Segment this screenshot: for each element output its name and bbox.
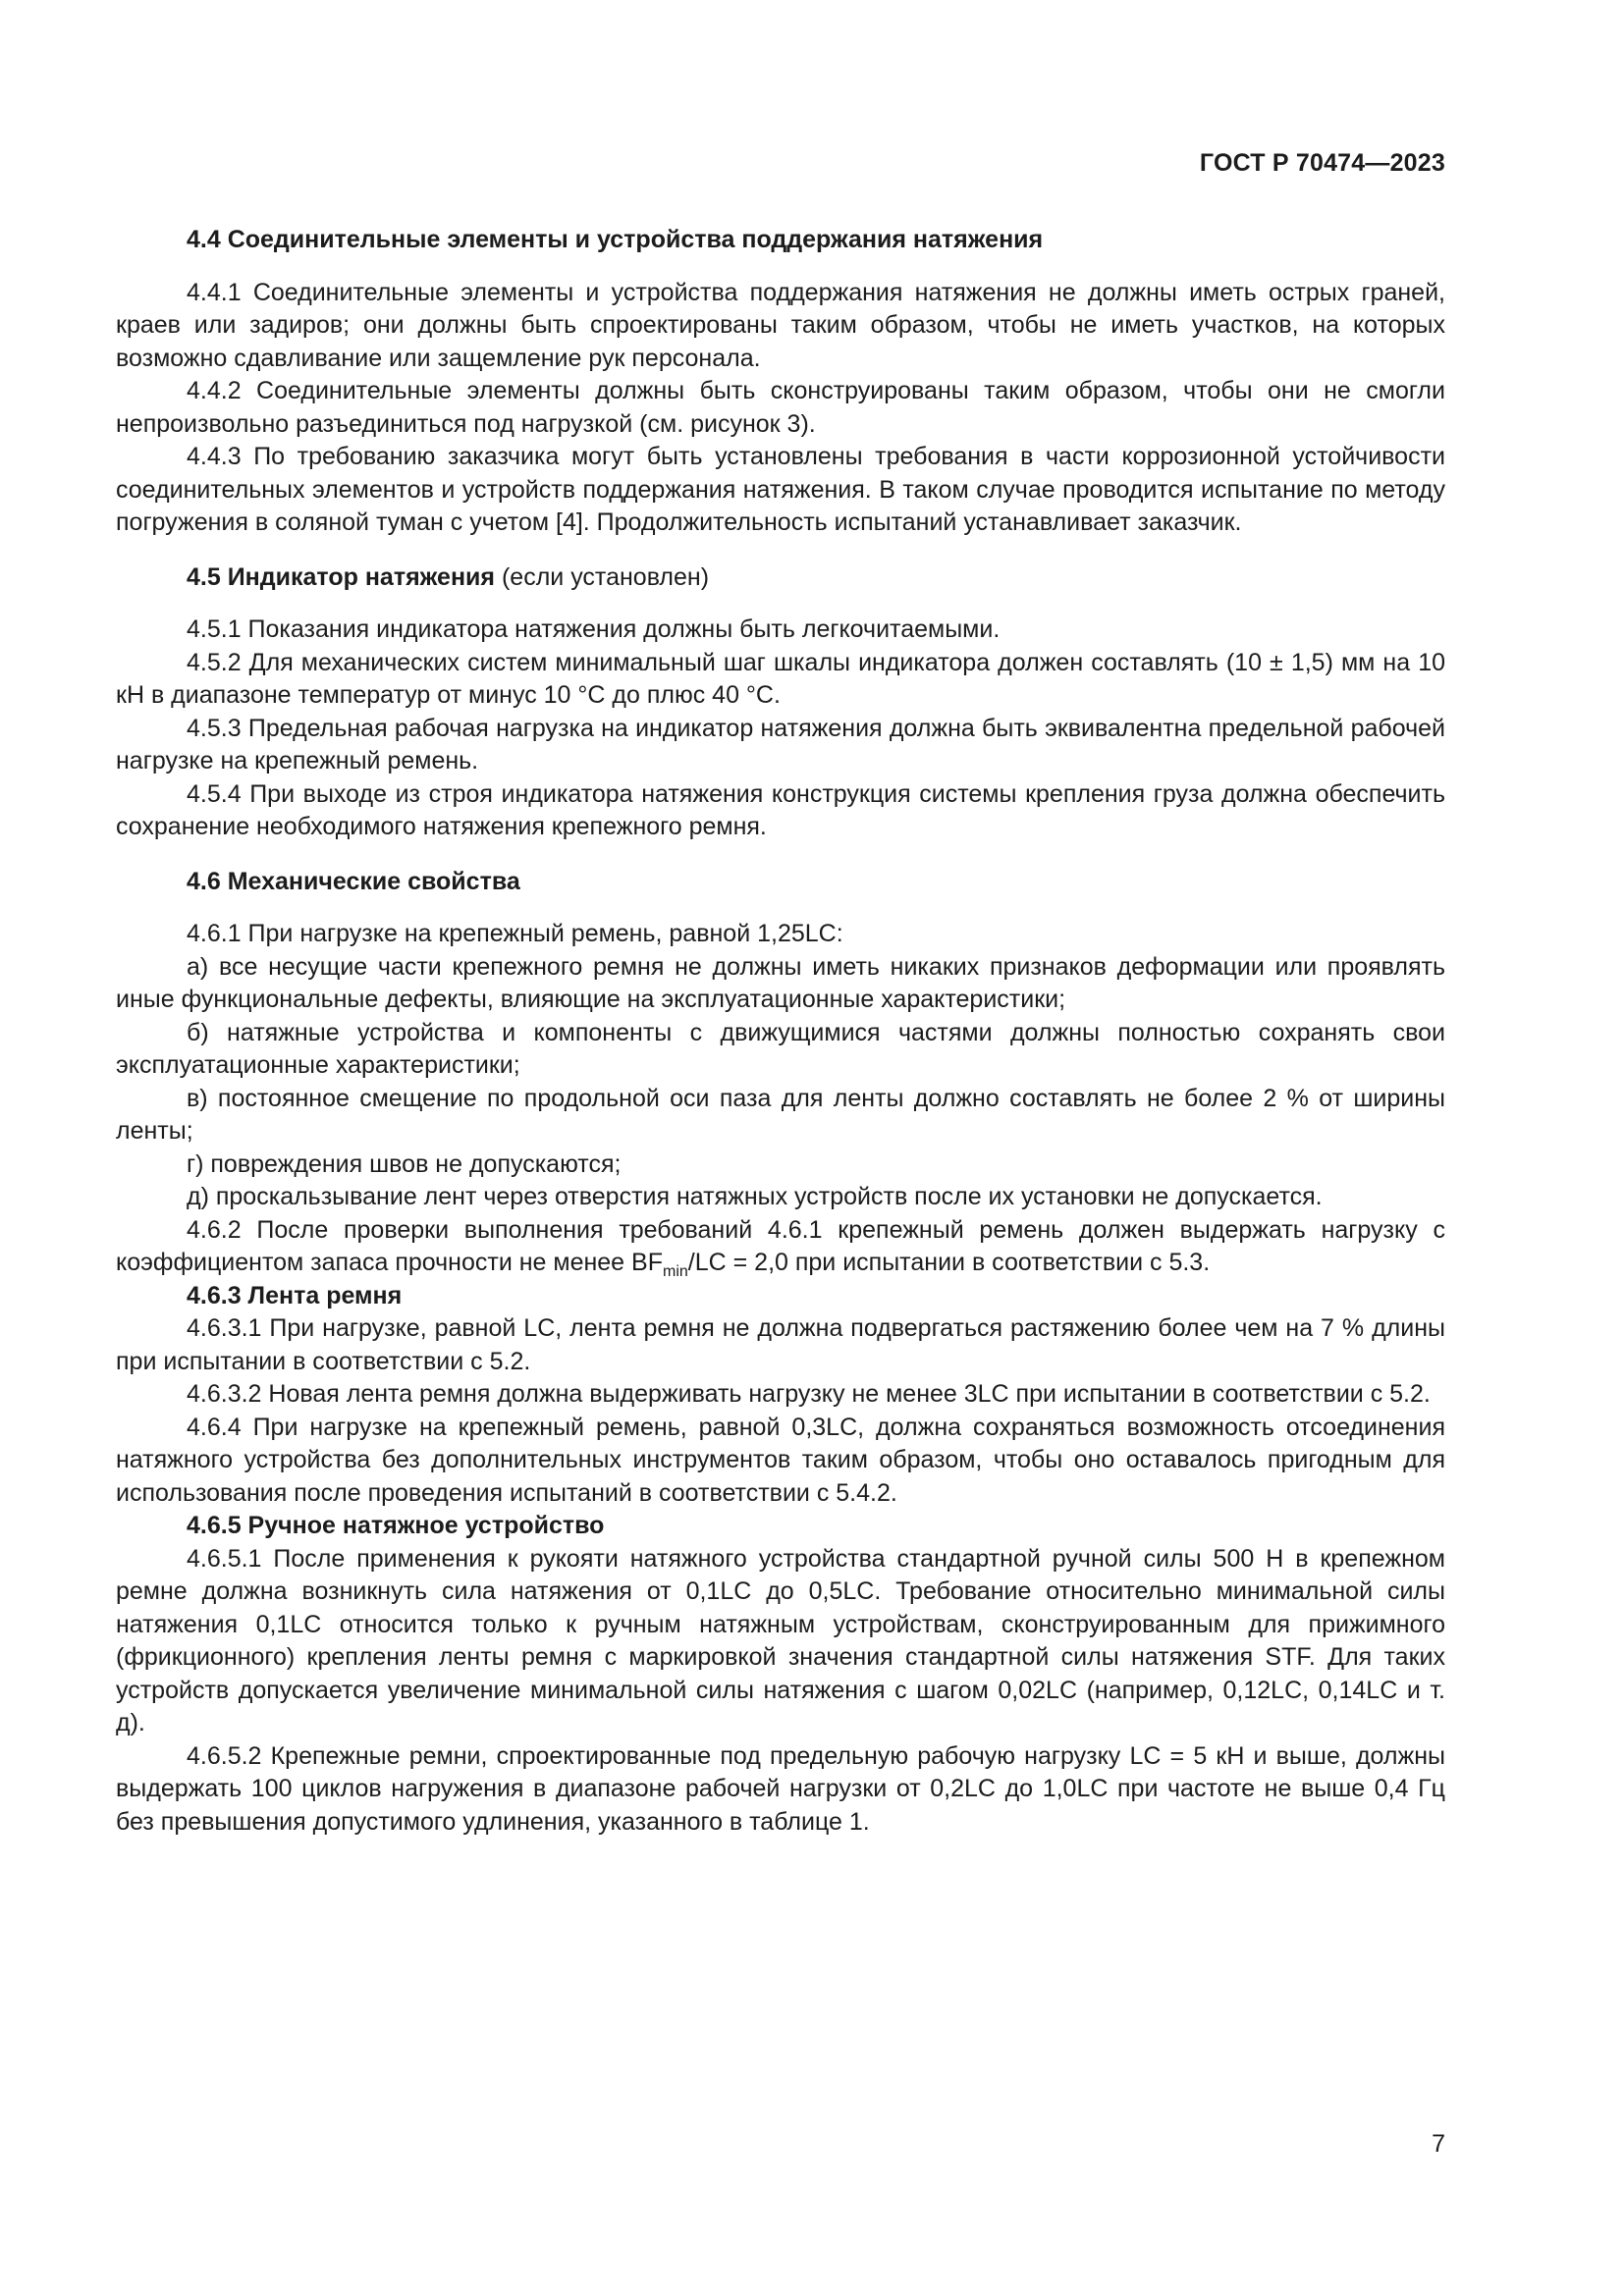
- paragraph-4-6-1: 4.6.1 При нагрузке на крепежный ремень, равной 1,25LC:: [187, 920, 843, 947]
- list-item-a: а) все несущие части крепежного ремня не должны иметь никаких признаков деформации или проявлять иные функциональные дефекты, влияющие на эксплуатационные характеристики;: [116, 952, 1445, 1013]
- document-id-header: ГОСТ Р 70474—2023: [1199, 149, 1445, 177]
- paragraph-4-6-3-1: 4.6.3.1 При нагрузке, равной LC, лента ремня не должна подвергаться растяжению более чем на 7 % длины при испытании в соответствии с 5.2.: [116, 1314, 1445, 1375]
- section-4-5-note: (если установлен): [495, 562, 710, 591]
- paragraph-4-6-2: [116, 1214, 1445, 1280]
- list-item-b: б) натяжные устройства и компоненты с движущимися частями должны полностью сохранять свои эксплуатационные характеристики;: [116, 1018, 1445, 1079]
- section-4-6-heading: 4.6 Механические свойства: [187, 867, 520, 895]
- section-4-6-5-heading: 4.6.5 Ручное натяжное устройство: [187, 1512, 605, 1539]
- paragraph-4-4-2: 4.4.2 Соединительные элементы должны быть сконструированы таким образом, чтобы они не смогли непроизвольно разъединиться под нагрузкой (см. рисунок 3).: [116, 377, 1445, 438]
- paragraph-4-6-2-tail: /LC = 2,0 при испытании в соответствии с 5.3.: [687, 1249, 1211, 1276]
- paragraph-4-6-5-1: 4.6.5.1 После применения к рукояти натяжного устройства стандартной ручной силы 500 Н в крепежном ремне должна возникнуть сила натяжения от 0,1LC до 0,5LC. Требование относительно минимальной силы натяжения 0,1LC относится только к ручным натяжным устройствам, сконструированным для прижимного (фрикционного) крепления ленты ремня с маркировкой значения стандартной силы натяжения STF. Для таких устройств допускается увеличение минимальной силы натяжения с шагом 0,02LC (например, 0,12LC, 0,14LC и т. д).: [116, 1544, 1445, 1736]
- paragraph-4-6-5-2: 4.6.5.2 Крепежные ремни, спроектированные под предельную рабочую нагрузку LC = 5 кН и выше, должны выдержать 100 циклов нагружения в диапазоне рабочей нагрузки от 0,2LC до 1,0LC при частоте не выше 0,4 Гц без превышения допустимого удлинения, указанного в таблице 1.: [116, 1741, 1445, 1836]
- list-item-v: в) постоянное смещение по продольной оси паза для ленты должно составлять не более 2 % от ширины ленты;: [116, 1084, 1445, 1145]
- section-4-6-3-heading: 4.6.3 Лента ремня: [187, 1281, 403, 1309]
- section-4-5-title: 4.5 Индикатор натяжения: [187, 562, 496, 591]
- paragraph-4-5-4: 4.5.4 При выходе из строя индикатора натяжения конструкция системы крепления груза должна обеспечить сохранение необходимого натяжения крепежного ремня.: [116, 779, 1445, 840]
- bf-min-subscript: min: [662, 1263, 688, 1280]
- document-body: [116, 224, 1445, 1839]
- paragraph-4-4-3: 4.4.3 По требованию заказчика могут быть установлены требования в части коррозионной устойчивости соединительных элементов и устройств поддержания натяжения. В таком случае проводится испытание по методу погружения в соляной туман с учетом [4]. Продолжительность испытаний устанавливает заказчик.: [116, 443, 1445, 536]
- paragraph-4-6-3-2: 4.6.3.2 Новая лента ремня должна выдерживать нагрузку не менее 3LC при испытании в соответствии с 5.2.: [187, 1380, 1431, 1408]
- page-number: 7: [1432, 2130, 1445, 2158]
- section-4-4-heading: 4.4 Соединительные элементы и устройства поддержания натяжения: [187, 226, 1044, 253]
- paragraph-4-6-2-text: 4.6.2 После проверки выполнения требований 4.6.1 крепежный ремень должен выдержать нагрузку с коэффициентом запаса прочности не менее BF: [116, 1215, 1445, 1276]
- paragraph-4-5-2: 4.5.2 Для механических систем минимальный шаг шкалы индикатора должен составлять (10 ± 1,5) мм на 10 кН в диапазоне температур от минус 10 °C до плюс 40 °C.: [116, 648, 1445, 709]
- list-item-d: д) проскальзывание лент через отверстия натяжных устройств после их установки не допускается.: [187, 1183, 1323, 1210]
- list-item-g: г) повреждения швов не допускаются;: [187, 1149, 622, 1178]
- section-4-5-heading: [116, 561, 1445, 595]
- paragraph-4-5-1: 4.5.1 Показания индикатора натяжения должны быть легкочитаемыми.: [187, 615, 1001, 643]
- paragraph-4-4-1: 4.4.1 Соединительные элементы и устройства поддержания натяжения не должны иметь острых граней, краев или задиров; они должны быть спроектированы таким образом, чтобы не иметь участков, на которых возможно сдавливание или защемление рук персонала.: [116, 278, 1445, 372]
- paragraph-4-6-4: 4.6.4 При нагрузке на крепежный ремень, равной 0,3LC, должна сохраняться возможность отсоединения натяжного устройства без дополнительных инструментов таким образом, чтобы оно оставалось пригодным для использования после проведения испытаний в соответствии с 5.4.2.: [116, 1413, 1445, 1507]
- paragraph-4-5-3: 4.5.3 Предельная рабочая нагрузка на индикатор натяжения должна быть эквивалентна предельной рабочей нагрузке на крепежный ремень.: [116, 714, 1445, 774]
